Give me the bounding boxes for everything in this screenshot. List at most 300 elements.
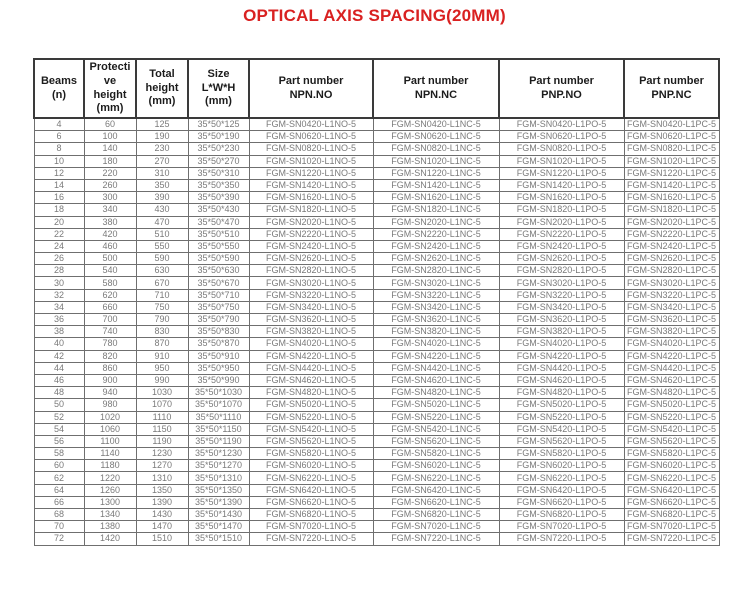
- part-number-npn-no-cell: FGM-SN1020-L1NO-5: [249, 155, 373, 167]
- size-cell: 35*50*125: [188, 118, 249, 131]
- part-number-npn-no-cell: FGM-SN6620-L1NO-5: [249, 496, 373, 508]
- size-cell: 35*50*1470: [188, 521, 249, 533]
- total-height-cell: 125: [136, 118, 188, 131]
- table-row: [34, 240, 719, 252]
- beams-cell: 26: [34, 253, 84, 265]
- part-number-pnp-no-cell: FGM-SN3620-L1PO-5: [499, 314, 624, 326]
- protective-height-cell: 1060: [84, 423, 136, 435]
- total-height-cell: 1510: [136, 533, 188, 545]
- part-number-npn-nc-cell: FGM-SN5020-L1NC-5: [373, 399, 499, 411]
- part-number-pnp-no-cell: FGM-SN1820-L1PO-5: [499, 204, 624, 216]
- part-number-pnp-nc-cell: FGM-SN6020-L1PC-5: [624, 460, 719, 472]
- part-number-pnp-nc-cell: FGM-SN3420-L1PC-5: [624, 301, 719, 313]
- size-cell: 35*50*1150: [188, 423, 249, 435]
- beams-cell: 22: [34, 228, 84, 240]
- total-height-cell: 870: [136, 338, 188, 350]
- table-row: [34, 423, 719, 435]
- total-height-cell: 710: [136, 289, 188, 301]
- part-number-npn-no-cell: FGM-SN0420-L1NO-5: [249, 118, 373, 131]
- part-number-npn-no-cell: FGM-SN7020-L1NO-5: [249, 521, 373, 533]
- column-header: Part number PNP.NO: [499, 59, 624, 118]
- part-number-pnp-no-cell: FGM-SN6020-L1PO-5: [499, 460, 624, 472]
- column-header: Part number NPN.NO: [249, 59, 373, 118]
- beams-cell: 54: [34, 423, 84, 435]
- part-number-pnp-no-cell: FGM-SN5420-L1PO-5: [499, 423, 624, 435]
- part-number-npn-nc-cell: FGM-SN3020-L1NC-5: [373, 277, 499, 289]
- part-number-pnp-nc-cell: FGM-SN6620-L1PC-5: [624, 496, 719, 508]
- part-number-npn-nc-cell: FGM-SN4220-L1NC-5: [373, 350, 499, 362]
- part-number-pnp-no-cell: FGM-SN3020-L1PO-5: [499, 277, 624, 289]
- part-number-pnp-no-cell: FGM-SN4020-L1PO-5: [499, 338, 624, 350]
- column-header: Total height (mm): [136, 59, 188, 118]
- beams-cell: 48: [34, 387, 84, 399]
- total-height-cell: 670: [136, 277, 188, 289]
- part-number-npn-nc-cell: FGM-SN2020-L1NC-5: [373, 216, 499, 228]
- part-number-pnp-no-cell: FGM-SN5820-L1PO-5: [499, 448, 624, 460]
- part-number-npn-no-cell: FGM-SN7220-L1NO-5: [249, 533, 373, 545]
- part-number-npn-nc-cell: FGM-SN2620-L1NC-5: [373, 253, 499, 265]
- header-row: [34, 59, 719, 118]
- size-cell: 35*50*630: [188, 265, 249, 277]
- total-height-cell: 1470: [136, 521, 188, 533]
- part-number-pnp-no-cell: FGM-SN1020-L1PO-5: [499, 155, 624, 167]
- part-number-pnp-nc-cell: FGM-SN4020-L1PC-5: [624, 338, 719, 350]
- table-row: [34, 192, 719, 204]
- part-number-pnp-no-cell: FGM-SN6620-L1PO-5: [499, 496, 624, 508]
- part-number-pnp-nc-cell: FGM-SN5620-L1PC-5: [624, 435, 719, 447]
- part-number-npn-no-cell: FGM-SN3020-L1NO-5: [249, 277, 373, 289]
- part-number-npn-no-cell: FGM-SN3220-L1NO-5: [249, 289, 373, 301]
- total-height-cell: 510: [136, 228, 188, 240]
- protective-height-cell: 100: [84, 131, 136, 143]
- part-number-npn-no-cell: FGM-SN6220-L1NO-5: [249, 472, 373, 484]
- beams-cell: 62: [34, 472, 84, 484]
- protective-height-cell: 500: [84, 253, 136, 265]
- part-number-pnp-nc-cell: FGM-SN4620-L1PC-5: [624, 374, 719, 386]
- beams-cell: 72: [34, 533, 84, 545]
- part-number-pnp-nc-cell: FGM-SN3620-L1PC-5: [624, 314, 719, 326]
- part-number-npn-no-cell: FGM-SN2620-L1NO-5: [249, 253, 373, 265]
- table-row: [34, 533, 719, 545]
- part-number-pnp-no-cell: FGM-SN7020-L1PO-5: [499, 521, 624, 533]
- part-number-npn-nc-cell: FGM-SN0820-L1NC-5: [373, 143, 499, 155]
- protective-height-cell: 60: [84, 118, 136, 131]
- part-number-pnp-nc-cell: FGM-SN4220-L1PC-5: [624, 350, 719, 362]
- size-cell: 35*50*1030: [188, 387, 249, 399]
- size-cell: 35*50*1430: [188, 509, 249, 521]
- page: [0, 6, 749, 546]
- part-number-npn-nc-cell: FGM-SN6420-L1NC-5: [373, 484, 499, 496]
- column-header: Size L*W*H (mm): [188, 59, 249, 118]
- total-height-cell: 1430: [136, 509, 188, 521]
- column-header: Part number PNP.NC: [624, 59, 719, 118]
- part-number-npn-no-cell: FGM-SN6020-L1NO-5: [249, 460, 373, 472]
- protective-height-cell: 1340: [84, 509, 136, 521]
- protective-height-cell: 1100: [84, 435, 136, 447]
- table-row: [34, 521, 719, 533]
- protective-height-cell: 1140: [84, 448, 136, 460]
- total-height-cell: 1230: [136, 448, 188, 460]
- protective-height-cell: 1020: [84, 411, 136, 423]
- protective-height-cell: 1220: [84, 472, 136, 484]
- part-number-pnp-nc-cell: FGM-SN1820-L1PC-5: [624, 204, 719, 216]
- part-number-pnp-nc-cell: FGM-SN7020-L1PC-5: [624, 521, 719, 533]
- total-height-cell: 950: [136, 362, 188, 374]
- part-number-npn-nc-cell: FGM-SN3620-L1NC-5: [373, 314, 499, 326]
- table-row: [34, 399, 719, 411]
- part-number-npn-no-cell: FGM-SN4220-L1NO-5: [249, 350, 373, 362]
- part-number-npn-no-cell: FGM-SN6420-L1NO-5: [249, 484, 373, 496]
- beams-cell: 12: [34, 167, 84, 179]
- size-cell: 35*50*750: [188, 301, 249, 313]
- size-cell: 35*50*230: [188, 143, 249, 155]
- beams-cell: 42: [34, 350, 84, 362]
- beams-cell: 4: [34, 118, 84, 131]
- table-row: [34, 228, 719, 240]
- beams-cell: 68: [34, 509, 84, 521]
- part-number-npn-nc-cell: FGM-SN5820-L1NC-5: [373, 448, 499, 460]
- part-number-pnp-nc-cell: FGM-SN3820-L1PC-5: [624, 326, 719, 338]
- total-height-cell: 390: [136, 192, 188, 204]
- beams-cell: 8: [34, 143, 84, 155]
- beams-cell: 40: [34, 338, 84, 350]
- part-number-npn-nc-cell: FGM-SN7220-L1NC-5: [373, 533, 499, 545]
- size-cell: 35*50*350: [188, 179, 249, 191]
- protective-height-cell: 1420: [84, 533, 136, 545]
- total-height-cell: 910: [136, 350, 188, 362]
- part-number-npn-nc-cell: FGM-SN2420-L1NC-5: [373, 240, 499, 252]
- part-number-pnp-nc-cell: FGM-SN3020-L1PC-5: [624, 277, 719, 289]
- total-height-cell: 430: [136, 204, 188, 216]
- protective-height-cell: 460: [84, 240, 136, 252]
- total-height-cell: 1190: [136, 435, 188, 447]
- part-number-npn-no-cell: FGM-SN1220-L1NO-5: [249, 167, 373, 179]
- beams-cell: 46: [34, 374, 84, 386]
- part-number-pnp-no-cell: FGM-SN2220-L1PO-5: [499, 228, 624, 240]
- part-number-pnp-nc-cell: FGM-SN4820-L1PC-5: [624, 387, 719, 399]
- protective-height-cell: 780: [84, 338, 136, 350]
- part-number-pnp-nc-cell: FGM-SN0820-L1PC-5: [624, 143, 719, 155]
- beams-cell: 10: [34, 155, 84, 167]
- part-number-npn-no-cell: FGM-SN3620-L1NO-5: [249, 314, 373, 326]
- size-cell: 35*50*910: [188, 350, 249, 362]
- table-row: [34, 118, 719, 131]
- total-height-cell: 990: [136, 374, 188, 386]
- protective-height-cell: 980: [84, 399, 136, 411]
- part-number-pnp-nc-cell: FGM-SN1420-L1PC-5: [624, 179, 719, 191]
- beams-cell: 32: [34, 289, 84, 301]
- beams-cell: 24: [34, 240, 84, 252]
- size-cell: 35*50*1190: [188, 435, 249, 447]
- part-number-pnp-nc-cell: FGM-SN6420-L1PC-5: [624, 484, 719, 496]
- part-number-npn-nc-cell: FGM-SN6020-L1NC-5: [373, 460, 499, 472]
- size-cell: 35*50*190: [188, 131, 249, 143]
- column-header: Part number NPN.NC: [373, 59, 499, 118]
- total-height-cell: 470: [136, 216, 188, 228]
- part-number-pnp-nc-cell: FGM-SN1620-L1PC-5: [624, 192, 719, 204]
- part-number-pnp-no-cell: FGM-SN0620-L1PO-5: [499, 131, 624, 143]
- protective-height-cell: 380: [84, 216, 136, 228]
- part-number-npn-no-cell: FGM-SN5420-L1NO-5: [249, 423, 373, 435]
- table-row: [34, 448, 719, 460]
- table-row: [34, 326, 719, 338]
- beams-cell: 52: [34, 411, 84, 423]
- part-number-pnp-no-cell: FGM-SN6220-L1PO-5: [499, 472, 624, 484]
- part-number-npn-nc-cell: FGM-SN6620-L1NC-5: [373, 496, 499, 508]
- part-number-npn-no-cell: FGM-SN0820-L1NO-5: [249, 143, 373, 155]
- part-number-npn-nc-cell: FGM-SN4020-L1NC-5: [373, 338, 499, 350]
- part-number-pnp-no-cell: FGM-SN3420-L1PO-5: [499, 301, 624, 313]
- part-number-pnp-no-cell: FGM-SN4420-L1PO-5: [499, 362, 624, 374]
- protective-height-cell: 1180: [84, 460, 136, 472]
- size-cell: 35*50*510: [188, 228, 249, 240]
- beams-cell: 38: [34, 326, 84, 338]
- table-row: [34, 314, 719, 326]
- part-number-npn-no-cell: FGM-SN5820-L1NO-5: [249, 448, 373, 460]
- part-number-pnp-no-cell: FGM-SN1420-L1PO-5: [499, 179, 624, 191]
- part-number-npn-no-cell: FGM-SN3420-L1NO-5: [249, 301, 373, 313]
- part-number-pnp-nc-cell: FGM-SN5420-L1PC-5: [624, 423, 719, 435]
- part-number-npn-no-cell: FGM-SN4020-L1NO-5: [249, 338, 373, 350]
- part-number-pnp-nc-cell: FGM-SN2820-L1PC-5: [624, 265, 719, 277]
- table-row: [34, 167, 719, 179]
- total-height-cell: 830: [136, 326, 188, 338]
- part-number-npn-nc-cell: FGM-SN4620-L1NC-5: [373, 374, 499, 386]
- beams-cell: 64: [34, 484, 84, 496]
- table-row: [34, 484, 719, 496]
- total-height-cell: 630: [136, 265, 188, 277]
- part-number-pnp-nc-cell: FGM-SN6820-L1PC-5: [624, 509, 719, 521]
- part-number-npn-nc-cell: FGM-SN1420-L1NC-5: [373, 179, 499, 191]
- part-number-pnp-no-cell: FGM-SN0420-L1PO-5: [499, 118, 624, 131]
- protective-height-cell: 940: [84, 387, 136, 399]
- part-number-npn-no-cell: FGM-SN1420-L1NO-5: [249, 179, 373, 191]
- size-cell: 35*50*1230: [188, 448, 249, 460]
- part-number-npn-no-cell: FGM-SN3820-L1NO-5: [249, 326, 373, 338]
- total-height-cell: 1030: [136, 387, 188, 399]
- part-number-npn-no-cell: FGM-SN4820-L1NO-5: [249, 387, 373, 399]
- beams-cell: 14: [34, 179, 84, 191]
- size-cell: 35*50*950: [188, 362, 249, 374]
- part-number-npn-no-cell: FGM-SN5620-L1NO-5: [249, 435, 373, 447]
- part-number-pnp-no-cell: FGM-SN2420-L1PO-5: [499, 240, 624, 252]
- beams-cell: 56: [34, 435, 84, 447]
- size-cell: 35*50*590: [188, 253, 249, 265]
- size-cell: 35*50*1390: [188, 496, 249, 508]
- part-number-npn-nc-cell: FGM-SN2220-L1NC-5: [373, 228, 499, 240]
- protective-height-cell: 580: [84, 277, 136, 289]
- part-number-npn-no-cell: FGM-SN2020-L1NO-5: [249, 216, 373, 228]
- part-number-npn-no-cell: FGM-SN5220-L1NO-5: [249, 411, 373, 423]
- protective-height-cell: 180: [84, 155, 136, 167]
- part-number-npn-nc-cell: FGM-SN3220-L1NC-5: [373, 289, 499, 301]
- table-row: [34, 350, 719, 362]
- beams-cell: 60: [34, 460, 84, 472]
- table-row: [34, 460, 719, 472]
- beams-cell: 28: [34, 265, 84, 277]
- part-number-npn-nc-cell: FGM-SN5220-L1NC-5: [373, 411, 499, 423]
- part-number-npn-nc-cell: FGM-SN5620-L1NC-5: [373, 435, 499, 447]
- total-height-cell: 1110: [136, 411, 188, 423]
- part-number-pnp-no-cell: FGM-SN6820-L1PO-5: [499, 509, 624, 521]
- part-number-pnp-nc-cell: FGM-SN4420-L1PC-5: [624, 362, 719, 374]
- beams-cell: 44: [34, 362, 84, 374]
- part-number-pnp-nc-cell: FGM-SN2420-L1PC-5: [624, 240, 719, 252]
- protective-height-cell: 540: [84, 265, 136, 277]
- beams-cell: 58: [34, 448, 84, 460]
- total-height-cell: 350: [136, 179, 188, 191]
- size-cell: 35*50*1110: [188, 411, 249, 423]
- part-number-npn-nc-cell: FGM-SN0420-L1NC-5: [373, 118, 499, 131]
- part-number-pnp-no-cell: FGM-SN1220-L1PO-5: [499, 167, 624, 179]
- part-number-npn-nc-cell: FGM-SN7020-L1NC-5: [373, 521, 499, 533]
- protective-height-cell: 340: [84, 204, 136, 216]
- table-row: [34, 362, 719, 374]
- part-number-npn-no-cell: FGM-SN2420-L1NO-5: [249, 240, 373, 252]
- total-height-cell: 590: [136, 253, 188, 265]
- protective-height-cell: 900: [84, 374, 136, 386]
- total-height-cell: 230: [136, 143, 188, 155]
- size-cell: 35*50*270: [188, 155, 249, 167]
- part-number-pnp-nc-cell: FGM-SN2020-L1PC-5: [624, 216, 719, 228]
- part-number-npn-no-cell: FGM-SN1820-L1NO-5: [249, 204, 373, 216]
- size-cell: 35*50*990: [188, 374, 249, 386]
- protective-height-cell: 1300: [84, 496, 136, 508]
- total-height-cell: 1070: [136, 399, 188, 411]
- part-number-npn-nc-cell: FGM-SN4820-L1NC-5: [373, 387, 499, 399]
- page-title: OPTICAL AXIS SPACING(20MM): [243, 6, 506, 25]
- total-height-cell: 190: [136, 131, 188, 143]
- table-row: [34, 277, 719, 289]
- part-number-npn-nc-cell: FGM-SN4420-L1NC-5: [373, 362, 499, 374]
- part-number-pnp-no-cell: FGM-SN4620-L1PO-5: [499, 374, 624, 386]
- total-height-cell: 750: [136, 301, 188, 313]
- size-cell: 35*50*830: [188, 326, 249, 338]
- part-number-npn-nc-cell: FGM-SN3820-L1NC-5: [373, 326, 499, 338]
- size-cell: 35*50*1310: [188, 472, 249, 484]
- protective-height-cell: 300: [84, 192, 136, 204]
- part-number-pnp-nc-cell: FGM-SN6220-L1PC-5: [624, 472, 719, 484]
- part-number-pnp-no-cell: FGM-SN7220-L1PO-5: [499, 533, 624, 545]
- part-number-npn-no-cell: FGM-SN2820-L1NO-5: [249, 265, 373, 277]
- table-row: [34, 509, 719, 521]
- protective-height-cell: 740: [84, 326, 136, 338]
- beams-cell: 18: [34, 204, 84, 216]
- beams-cell: 36: [34, 314, 84, 326]
- protective-height-cell: 1380: [84, 521, 136, 533]
- part-number-pnp-no-cell: FGM-SN2620-L1PO-5: [499, 253, 624, 265]
- table-row: [34, 204, 719, 216]
- part-number-pnp-nc-cell: FGM-SN7220-L1PC-5: [624, 533, 719, 545]
- table-row: [34, 472, 719, 484]
- part-number-pnp-no-cell: FGM-SN4220-L1PO-5: [499, 350, 624, 362]
- table-row: [34, 289, 719, 301]
- part-number-pnp-no-cell: FGM-SN1620-L1PO-5: [499, 192, 624, 204]
- table-row: [34, 301, 719, 313]
- part-number-npn-nc-cell: FGM-SN1820-L1NC-5: [373, 204, 499, 216]
- part-number-npn-nc-cell: FGM-SN0620-L1NC-5: [373, 131, 499, 143]
- part-number-pnp-nc-cell: FGM-SN1020-L1PC-5: [624, 155, 719, 167]
- part-number-pnp-nc-cell: FGM-SN5220-L1PC-5: [624, 411, 719, 423]
- total-height-cell: 550: [136, 240, 188, 252]
- table-row: [34, 216, 719, 228]
- table-row: [34, 338, 719, 350]
- table-row: [34, 374, 719, 386]
- beams-cell: 20: [34, 216, 84, 228]
- part-number-pnp-nc-cell: FGM-SN2220-L1PC-5: [624, 228, 719, 240]
- protective-height-cell: 820: [84, 350, 136, 362]
- column-header: Protecti ve height (mm): [84, 59, 136, 118]
- beams-cell: 30: [34, 277, 84, 289]
- table-row: [34, 179, 719, 191]
- part-number-npn-nc-cell: FGM-SN5420-L1NC-5: [373, 423, 499, 435]
- part-number-npn-nc-cell: FGM-SN1220-L1NC-5: [373, 167, 499, 179]
- part-number-npn-nc-cell: FGM-SN1620-L1NC-5: [373, 192, 499, 204]
- size-cell: 35*50*310: [188, 167, 249, 179]
- table-row: [34, 253, 719, 265]
- protective-height-cell: 260: [84, 179, 136, 191]
- table-row: [34, 411, 719, 423]
- part-number-npn-no-cell: FGM-SN4620-L1NO-5: [249, 374, 373, 386]
- size-cell: 35*50*470: [188, 216, 249, 228]
- protective-height-cell: 700: [84, 314, 136, 326]
- part-number-npn-nc-cell: FGM-SN6220-L1NC-5: [373, 472, 499, 484]
- table-row: [34, 143, 719, 155]
- part-number-pnp-no-cell: FGM-SN2820-L1PO-5: [499, 265, 624, 277]
- beams-cell: 16: [34, 192, 84, 204]
- total-height-cell: 1270: [136, 460, 188, 472]
- part-number-pnp-nc-cell: FGM-SN2620-L1PC-5: [624, 253, 719, 265]
- size-cell: 35*50*870: [188, 338, 249, 350]
- part-number-npn-no-cell: FGM-SN5020-L1NO-5: [249, 399, 373, 411]
- part-number-pnp-nc-cell: FGM-SN5820-L1PC-5: [624, 448, 719, 460]
- total-height-cell: 1350: [136, 484, 188, 496]
- table-body: [34, 118, 719, 545]
- beams-cell: 50: [34, 399, 84, 411]
- size-cell: 35*50*1270: [188, 460, 249, 472]
- part-number-npn-no-cell: FGM-SN6820-L1NO-5: [249, 509, 373, 521]
- part-number-pnp-nc-cell: FGM-SN0420-L1PC-5: [624, 118, 719, 131]
- total-height-cell: 1310: [136, 472, 188, 484]
- total-height-cell: 1390: [136, 496, 188, 508]
- part-number-npn-no-cell: FGM-SN0620-L1NO-5: [249, 131, 373, 143]
- beams-cell: 66: [34, 496, 84, 508]
- part-number-pnp-nc-cell: FGM-SN1220-L1PC-5: [624, 167, 719, 179]
- size-cell: 35*50*710: [188, 289, 249, 301]
- part-number-pnp-no-cell: FGM-SN5220-L1PO-5: [499, 411, 624, 423]
- protective-height-cell: 620: [84, 289, 136, 301]
- part-number-npn-no-cell: FGM-SN1620-L1NO-5: [249, 192, 373, 204]
- part-number-pnp-no-cell: FGM-SN6420-L1PO-5: [499, 484, 624, 496]
- size-cell: 35*50*1510: [188, 533, 249, 545]
- size-cell: 35*50*430: [188, 204, 249, 216]
- protective-height-cell: 1260: [84, 484, 136, 496]
- beams-cell: 6: [34, 131, 84, 143]
- table-row: [34, 155, 719, 167]
- part-number-npn-nc-cell: FGM-SN1020-L1NC-5: [373, 155, 499, 167]
- part-number-pnp-nc-cell: FGM-SN3220-L1PC-5: [624, 289, 719, 301]
- column-header: Beams (n): [34, 59, 84, 118]
- part-number-npn-no-cell: FGM-SN2220-L1NO-5: [249, 228, 373, 240]
- table-row: [34, 387, 719, 399]
- part-number-npn-nc-cell: FGM-SN2820-L1NC-5: [373, 265, 499, 277]
- size-cell: 35*50*1350: [188, 484, 249, 496]
- size-cell: 35*50*1070: [188, 399, 249, 411]
- table-row: [34, 435, 719, 447]
- table-row: [34, 496, 719, 508]
- part-number-npn-no-cell: FGM-SN4420-L1NO-5: [249, 362, 373, 374]
- total-height-cell: 270: [136, 155, 188, 167]
